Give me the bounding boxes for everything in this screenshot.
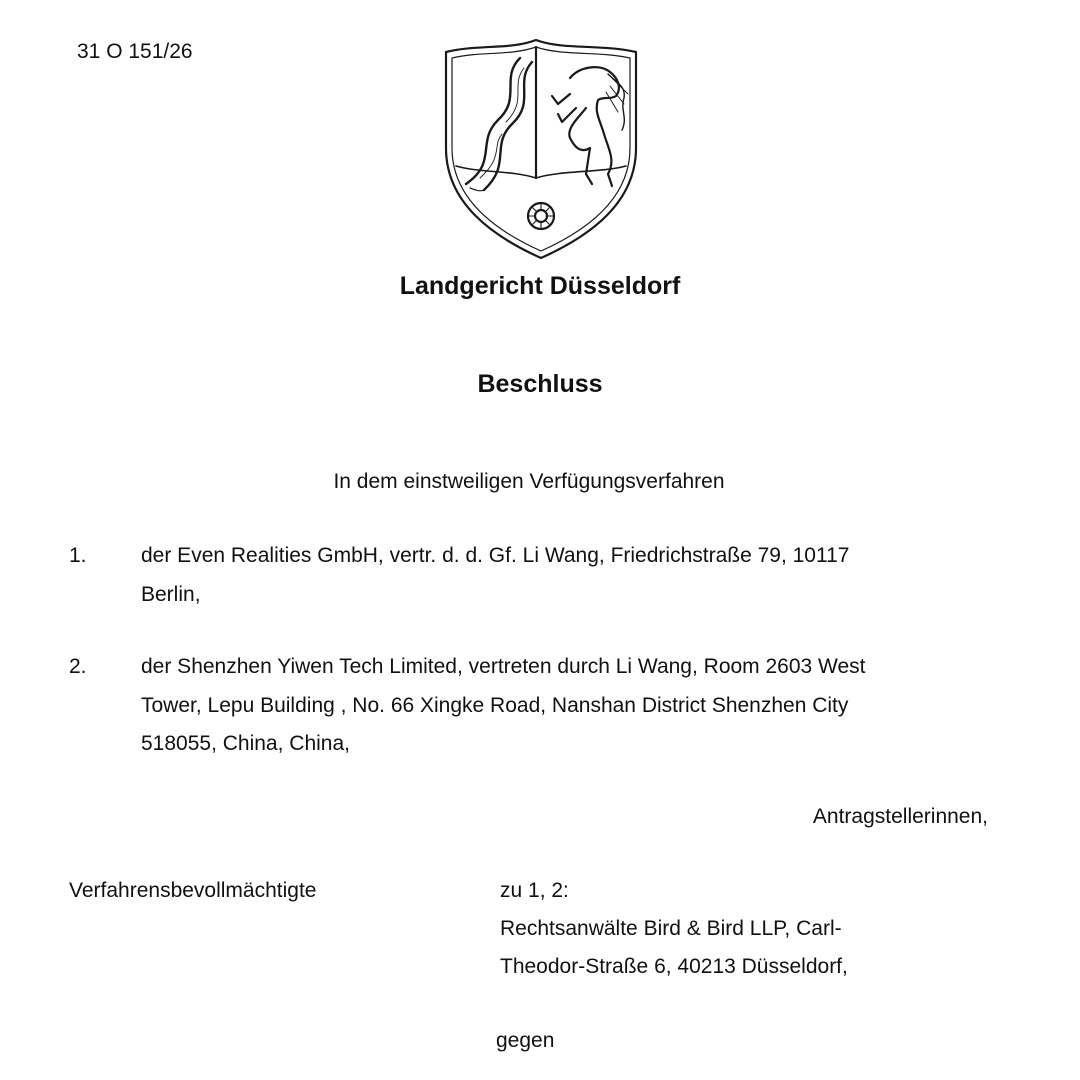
party-number: 2. (69, 655, 87, 678)
party-number: 1. (69, 544, 87, 567)
party-line: Berlin, (141, 583, 201, 606)
nrw-coat-of-arms-icon (440, 38, 642, 260)
counsel-line: Theodor-Straße 6, 40213 Düsseldorf, (500, 955, 848, 978)
party-line: der Shenzhen Yiwen Tech Limited, vertreten durch Li Wang, Room 2603 West (141, 655, 866, 678)
document-title: Beschluss (477, 370, 603, 398)
counsel-label: Verfahrensbevollmächtigte (69, 879, 317, 902)
counsel-line: zu 1, 2: (500, 879, 569, 902)
counsel-line: Rechtsanwälte Bird & Bird LLP, Carl- (500, 917, 842, 940)
procedure-intro: In dem einstweiligen Verfügungsverfahren (333, 470, 725, 493)
party-line: 518055, China, China, (141, 732, 350, 755)
court-name: Landgericht Düsseldorf (399, 272, 681, 300)
party-role: Antragstellerinnen, (812, 805, 988, 828)
party-line: der Even Realities GmbH, vertr. d. d. Gf. Li Wang, Friedrichstraße 79, 10117 (141, 544, 850, 567)
case-reference: 31 O 151/26 (77, 40, 193, 63)
party-line: Tower, Lepu Building , No. 66 Xingke Road, Nanshan District Shenzhen City (141, 694, 849, 717)
against-label: gegen (496, 1029, 555, 1052)
